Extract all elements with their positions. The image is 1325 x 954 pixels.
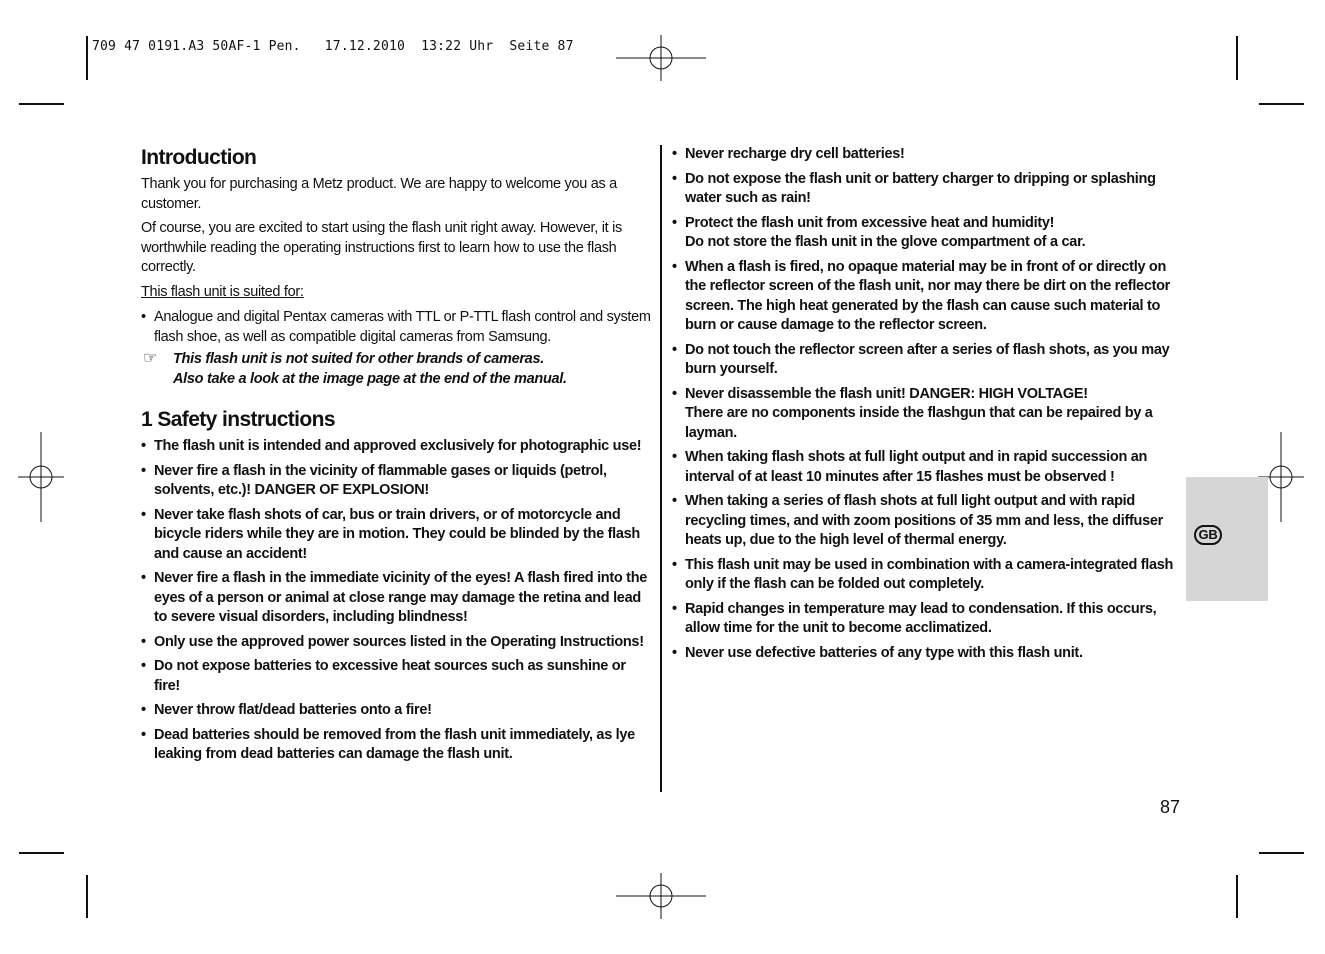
bullet-icon: • [672, 385, 677, 402]
safety-item: • Never fire a flash in the vicinity of flammable gases or liquids (petrol, solvents, etc.)! DANGER OF EXPLOSION! [141, 462, 607, 498]
crop-mark [19, 852, 64, 854]
note-line-1: This flash unit is not suited for other brands of cameras. [173, 351, 544, 367]
pointing-hand-icon: ☞ [143, 350, 158, 367]
note-line-2: Also take a look at the image page at the end of the manual. [173, 370, 567, 387]
safety-item: • This flash unit may be used in combination with a camera-integrated flash only if the flash can be folded out completely. [672, 556, 1174, 592]
bullet-icon: • [672, 600, 677, 617]
safety-list-left [141, 437, 653, 765]
suited-label: This flash unit is suited for: [141, 283, 304, 300]
crop-mark [86, 36, 88, 80]
bullet-icon: • [141, 702, 146, 718]
safety-item: Do not store the flash unit in the glove compartment of a car. [685, 234, 1086, 250]
registration-mark-icon [616, 851, 706, 941]
intro-paragraph-1: Thank you for purchasing a Metz product. We are happy to welcome you as a customer. [141, 176, 617, 212]
safety-item: • Only use the approved power sources listed in the Operating Instructions! [141, 633, 653, 653]
safety-item: • When taking flash shots at full light output and in rapid succession an interval of at least 10 minutes after 15 flashes must be observed ! [672, 449, 1148, 485]
safety-item: • When a flash is fired, no opaque material may be in front of or directly on the reflector screen of the flash unit, nor may there be dirt on the reflector screen. The high heat generated by the flash can cause such material to burn or cause damage to the reflector screen. [672, 258, 1171, 333]
safety-title: 1 Safety instructions [141, 408, 335, 431]
crop-mark [1259, 852, 1304, 854]
crop-mark [19, 103, 64, 105]
note [141, 350, 653, 389]
safety-item: • Do not expose batteries to excessive heat sources such as sunshine or fire! [141, 658, 626, 694]
safety-item: • Never use defective batteries of any type with this flash unit. [672, 644, 1177, 664]
bullet-icon: • [672, 449, 677, 465]
crop-mark [1236, 875, 1238, 918]
bullet-icon: • [141, 309, 146, 325]
intro-paragraph-2: Of course, you are excited to start using the flash unit right away. However, it is worthwhile reading the operating instructions first to learn how to use the flash correctly. [141, 220, 622, 275]
safety-item: • Never disassemble the flash unit! DANGER: HIGH VOLTAGE! [672, 385, 1177, 405]
safety-item: • Do not expose the flash unit or battery charger to dripping or splashing water such as rain! [672, 170, 1156, 206]
print-file-info: 709 47 0191.A3 50AF-1 Pen. 17.12.2010 13:22 Uhr Seite 87 [92, 39, 574, 54]
bullet-icon: • [141, 506, 146, 523]
bullet-icon: • [672, 556, 677, 573]
language-badge: GB [1194, 525, 1222, 545]
safety-item: • Never throw flat/dead batteries onto a fire! [141, 701, 653, 721]
column-divider [660, 145, 662, 792]
safety-item: • Protect the flash unit from excessive heat and humidity! [672, 214, 1177, 234]
safety-item: • Never recharge dry cell batteries! [672, 145, 1177, 165]
safety-item: • The flash unit is intended and approved exclusively for photographic use! [141, 437, 653, 457]
crop-mark [1236, 36, 1238, 80]
safety-item: • Never fire a flash in the immediate vicinity of the eyes! A flash fired into the eyes of a person or animal at close range may damage the retina and lead to severe visual disorders, including blindness! [141, 570, 648, 625]
registration-mark-icon [0, 432, 86, 522]
bullet-icon: • [672, 493, 677, 509]
bullet-icon: • [141, 633, 146, 650]
bullet-icon: • [672, 214, 677, 231]
right-column [672, 145, 1177, 668]
bullet-icon: • [672, 258, 677, 275]
left-column [141, 145, 653, 770]
bullet-icon: • [141, 462, 146, 479]
crop-mark [86, 875, 88, 918]
bullet-icon: • [672, 644, 677, 661]
safety-item: There are no components inside the flashgun that can be repaired by a layman. [685, 405, 1153, 441]
bullet-icon: • [672, 146, 677, 162]
registration-mark-icon [616, 13, 706, 103]
bullet-icon: • [141, 658, 146, 674]
safety-item: • Do not touch the reflector screen after a series of flash shots, as you may burn yourself. [672, 341, 1170, 377]
suited-item: • Analogue and digital Pentax cameras with TTL or P-TTL flash control and system flash shoe, as well as compatible digital cameras from Samsung. [141, 309, 651, 345]
safety-item: • Never take flash shots of car, bus or train drivers, or of motorcycle and bicycle riders while they are in motion. They could be blinded by the flash and cause an accident! [141, 506, 640, 562]
bullet-icon: • [141, 438, 146, 454]
safety-item: • Rapid changes in temperature may lead to condensation. If this occurs, allow time for the unit to become acclimatized. [672, 600, 1157, 636]
bullet-icon: • [672, 341, 677, 358]
intro-title: Introduction [141, 146, 257, 169]
bullet-icon: • [141, 570, 146, 586]
safety-item: • When taking a series of flash shots at full light output and with rapid recycling times, and with zoom positions of 35 mm and less, the diffuser heats up, due to the high level of thermal energy. [672, 493, 1163, 548]
crop-mark [1259, 103, 1304, 105]
safety-list-right [672, 145, 1177, 663]
safety-item: • Dead batteries should be removed from the flash unit immediately, as lye leaking from dead batteries can damage the flash unit. [141, 726, 635, 762]
page-number: 87 [1160, 797, 1181, 817]
bullet-icon: • [672, 170, 677, 187]
bullet-icon: • [141, 726, 146, 743]
